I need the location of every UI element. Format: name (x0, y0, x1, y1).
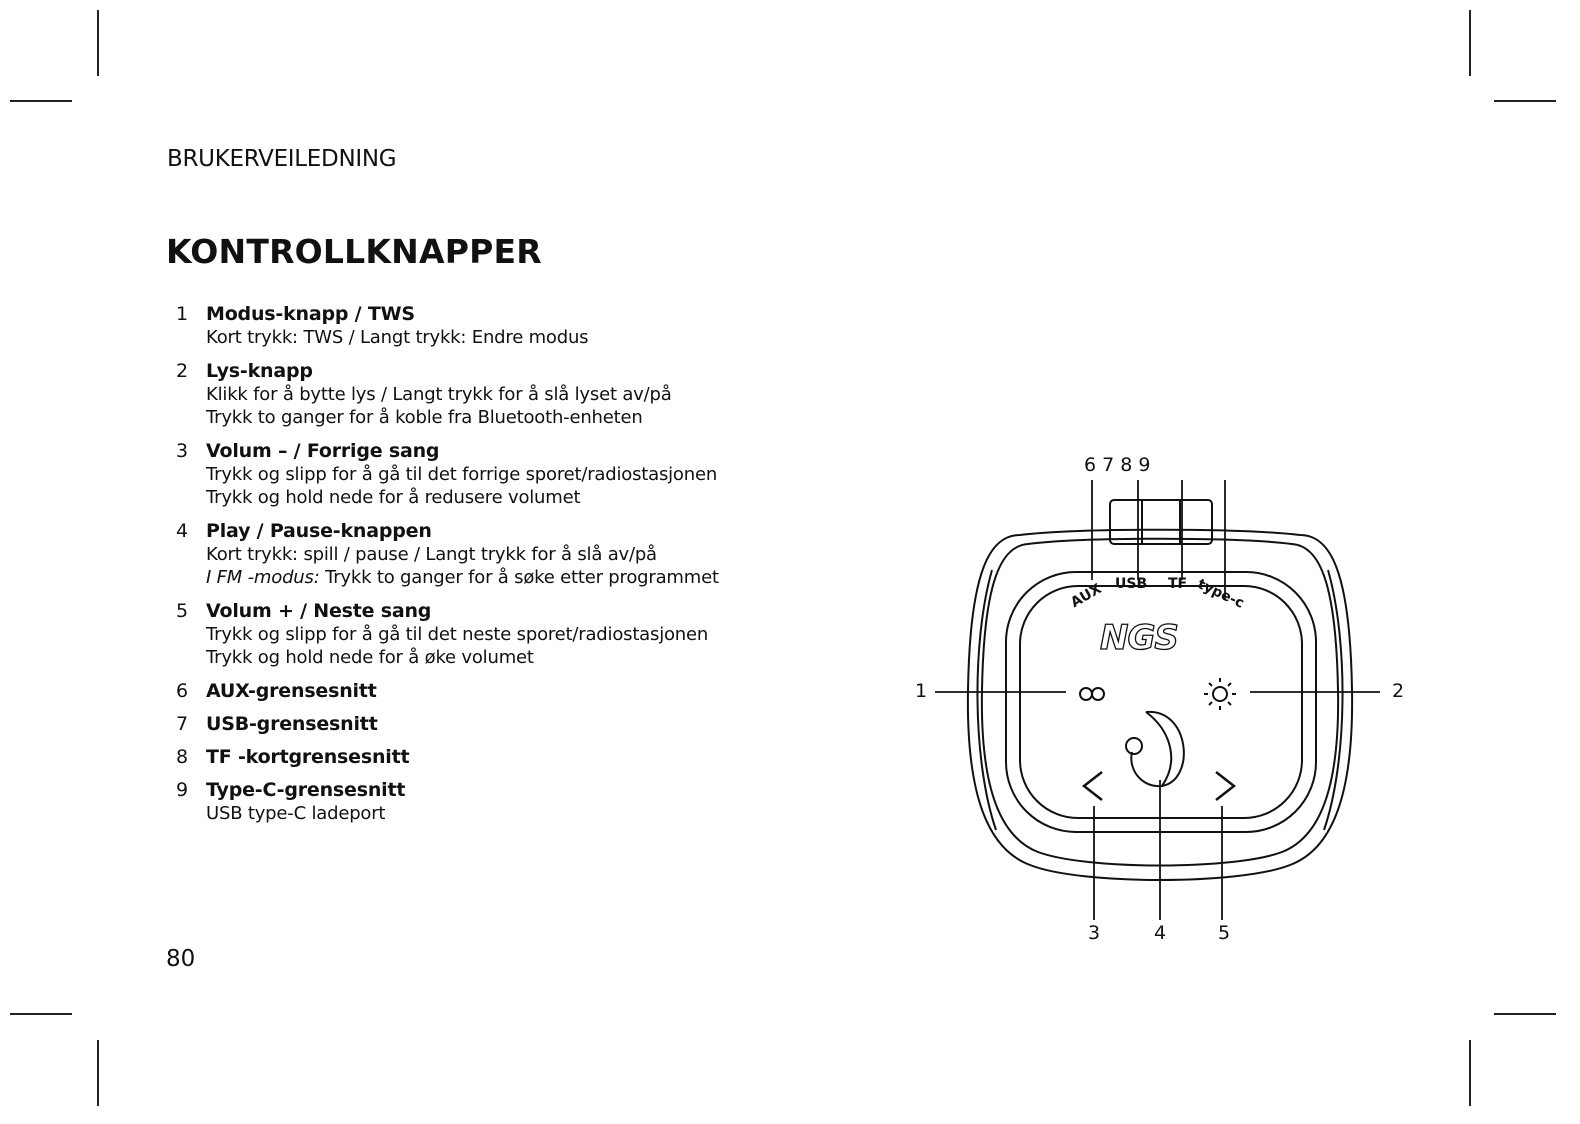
callout-1: 1 (915, 680, 928, 702)
item-description: Trykk og hold nede for å øke volumet (206, 647, 534, 668)
callout-2: 2 (1392, 680, 1405, 702)
crop-mark (1469, 10, 1471, 76)
item-title: Type-C-grensesnitt (206, 778, 406, 801)
item-title: USB-grensesnitt (206, 712, 378, 735)
list-item (176, 745, 816, 769)
play-pause-icon (1126, 712, 1184, 786)
list-item (176, 519, 816, 590)
page-number: 80 (166, 946, 196, 972)
item-title: Volum + / Neste sang (206, 599, 432, 622)
fm-mode-label: I FM -modus: (206, 567, 320, 588)
item-title: Play / Pause-knappen (206, 519, 432, 542)
item-description: Kort trykk: spill / pause / Langt trykk for å slå av/på (206, 543, 657, 565)
callout-5: 5 (1218, 922, 1231, 944)
ngs-logo: NGS (1100, 618, 1178, 658)
item-number: 8 (176, 745, 189, 768)
list-item (176, 439, 816, 510)
next-icon (1216, 772, 1234, 800)
callout-ports: 6 7 8 9 (1084, 454, 1151, 476)
callout-3: 3 (1088, 922, 1101, 944)
item-number: 7 (176, 712, 189, 735)
port-label-aux: AUX (1068, 580, 1105, 612)
item-number: 6 (176, 679, 189, 702)
control-list (176, 302, 816, 834)
item-title: TF -kortgrensesnitt (206, 745, 410, 768)
port-label-typec: type-c (1194, 576, 1247, 612)
item-description: Kort trykk: TWS / Langt trykk: Endre modus (206, 327, 589, 348)
item-number: 2 (176, 359, 189, 382)
crop-mark (10, 100, 72, 102)
item-description: Klikk for å bytte lys / Langt trykk for å slå lyset av/på (206, 383, 672, 405)
item-number: 4 (176, 519, 189, 542)
item-description (206, 566, 816, 590)
callout-4: 4 (1154, 922, 1167, 944)
item-title: Volum – / Forrige sang (206, 439, 440, 462)
top-grip (1110, 500, 1212, 544)
item-number: 3 (176, 439, 189, 462)
control-panel-outer (1006, 572, 1316, 832)
crop-mark (97, 10, 99, 76)
list-item (176, 302, 816, 350)
fm-mode-text: Trykk to ganger for å søke etter programmet (319, 567, 719, 588)
list-item (176, 599, 816, 670)
list-item (176, 778, 816, 826)
speaker-diagram (880, 440, 1440, 960)
item-description: USB type-C ladeport (206, 802, 386, 824)
mode-tws-icon (1080, 688, 1104, 700)
crop-mark (10, 1013, 72, 1015)
item-description: Trykk og slipp for å gå til det neste sporet/radiostasjonen (206, 623, 709, 645)
item-number: 9 (176, 778, 189, 801)
list-item (176, 679, 816, 703)
crop-mark (1494, 100, 1556, 102)
crop-mark (1494, 1013, 1556, 1015)
port-label-tf: TF (1168, 576, 1188, 592)
port-label-usb: USB (1115, 576, 1148, 592)
item-number: 5 (176, 599, 189, 622)
item-title: AUX-grensesnitt (206, 679, 377, 702)
previous-icon (1084, 772, 1102, 800)
list-item (176, 359, 816, 430)
speaker-illustration (880, 440, 1440, 960)
item-title: Modus-knapp / TWS (206, 303, 415, 325)
list-item (176, 712, 816, 736)
crop-mark (1469, 1040, 1471, 1106)
item-description: Trykk og slipp for å gå til det forrige sporet/radiostasjonen (206, 463, 718, 485)
crop-mark (97, 1040, 99, 1106)
section-title: KONTROLLKNAPPER (166, 232, 542, 271)
light-icon (1204, 678, 1236, 710)
document-header: BRUKERVEILEDNING (167, 146, 397, 172)
item-title: Lys-knapp (206, 359, 313, 382)
item-number: 1 (176, 303, 189, 325)
item-description: Trykk to ganger for å koble fra Bluetooth-enheten (206, 407, 643, 428)
item-description: Trykk og hold nede for å redusere volumet (206, 487, 581, 508)
